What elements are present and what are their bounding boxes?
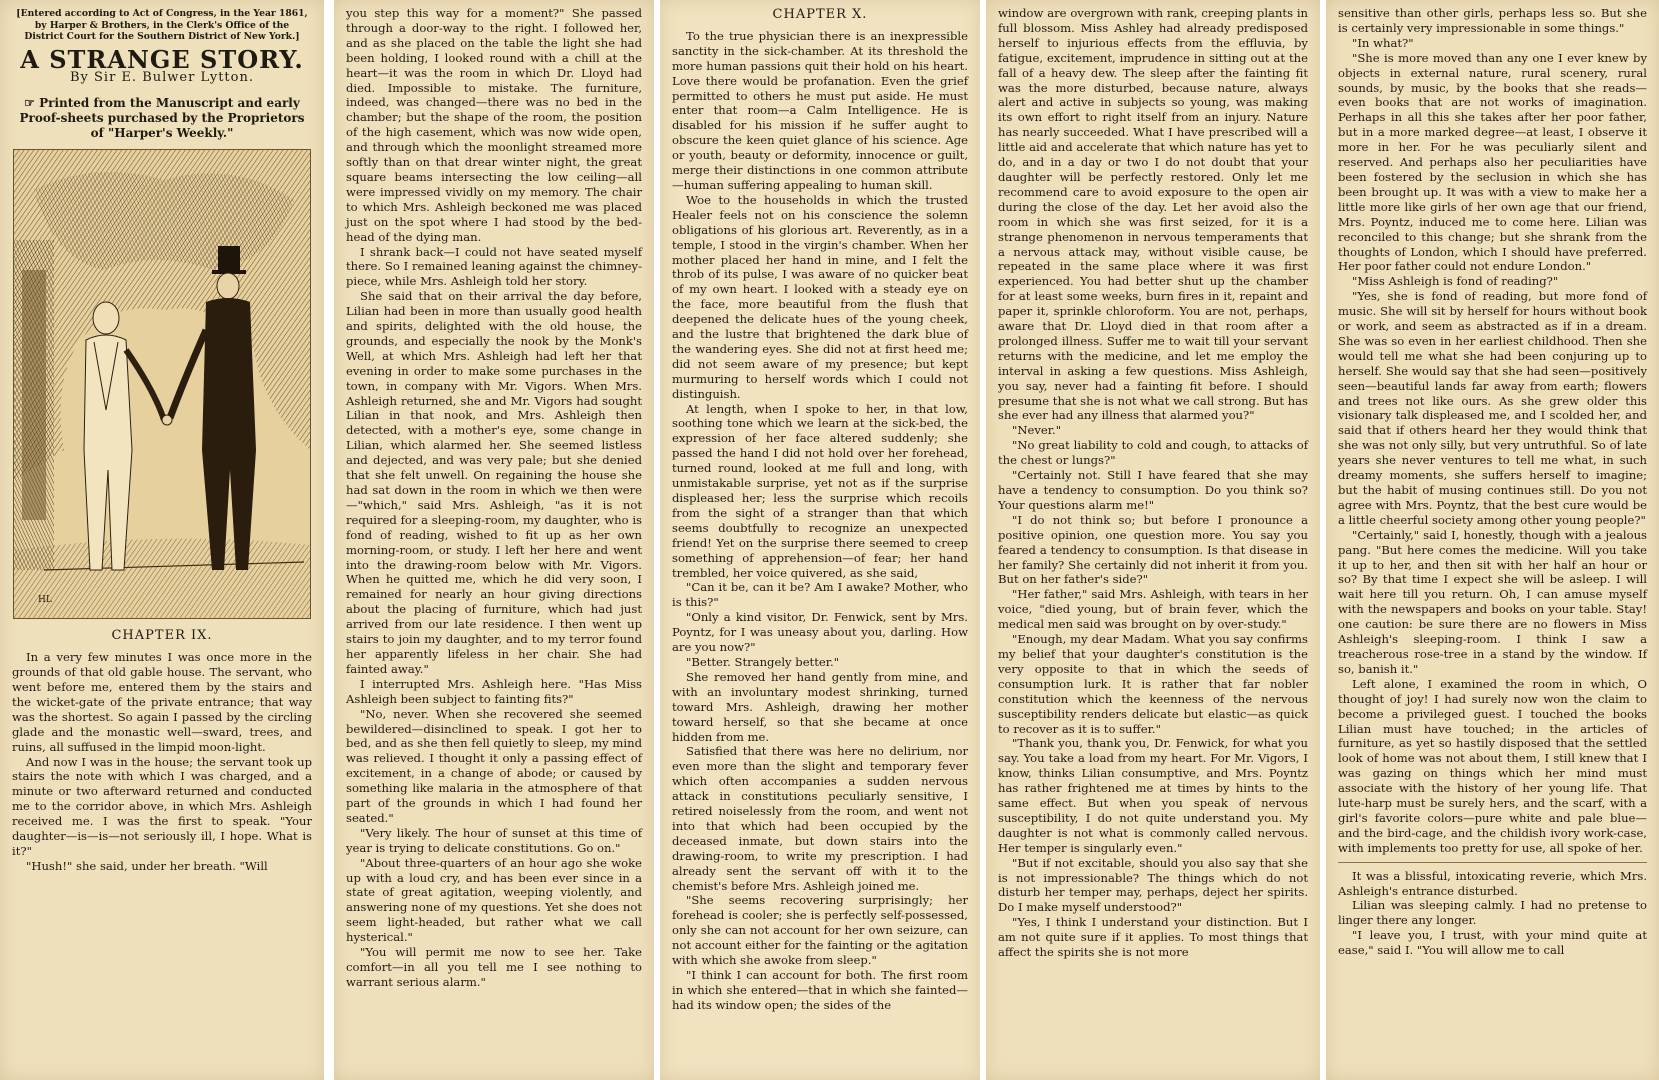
paragraph: She said that on their arrival the day before, Lilian had been in more than usually good health and spirits, delighted with the old house, the grounds, and especially the nook by the Monk's Well, at which Mrs. Ashleigh had left her that evening in order to make some purchases in the town, in company with Mr. Vigors. When Mrs. Ashleigh returned, she and Mr. Vigors had sought Lilian in that nook, and Mrs. Ashleigh then detected, with a mother's eye, some change in Lilian, which alarmed her. She seemed listless and dejected, and was very pale; but she denied that she felt unwell. On regaining the house she had sat down in the room in which we then were—"which," said Mrs. Ashleigh, "as it is not required for a sleeping-room, my daughter, who is fond of reading, wished to fit up as her own morning-room, or study. I left her here and went into the drawing-room below with Mr. Vigors. When he quitted me, which he did very soon, I remained for nearly an hour giving directions about the placing of furniture, which had just arrived from our late residence. I then went up stairs to join my daughter, and to my terror found her apparently lifeless in her chair. She had fainted away."	[346, 289, 642, 676]
paragraph: "But if not excitable, should you also say that she is not impressionable? The things which do not disturb her temper may, perhaps, deject her spirits. Do I make myself understood?"	[998, 855, 1308, 915]
paragraph: And now I was in the house; the servant took up stairs the note with which I was charged, and a minute or two afterward returned and conducted me to the corridor above, in which Mrs. Ashleigh received me. I was the first to speak. "Your daughter—is—is—not seriously ill, I hope. What is it?"	[12, 754, 312, 858]
paragraph: "No, never. When she recovered she seemed bewildered—disinclined to speak. I got her to bed, and as she then fell quietly to sleep, my mind was relieved. I thought it only a passing effect of excitement, in a change of abode; or caused by something like malaria in the atmosphere of that part of the grounds in which I had found her seated."	[346, 706, 642, 825]
paragraph: I shrank back—I could not have seated myself there. So I remained leaning against the chimney-piece, while Mrs. Ashleigh told her story.	[346, 244, 642, 289]
chapter-ix-heading: CHAPTER IX.	[111, 628, 213, 644]
section-divider	[1338, 862, 1647, 863]
column-1	[0, 0, 324, 1080]
paragraph: "She seems recovering surprisingly; her forehead is cooler; she is perfectly self-possessed, only she can not account for her own seizure, can not account either for the fainting or the agitation with which she awoke from sleep."	[672, 893, 968, 968]
paragraph: Woe to the households in which the trusted Healer feels not on his conscience the solemn obligations of his glorious art. Reverently, as in a temple, I stood in the virgin's chamber. When her mother placed her hand in mine, and I felt the throb of its pulse, I was aware of no quicker beat of my own heart. I looked with a steady eye on the face, more beautiful from the flush that deepened the delicate hues of the young cheek, and the lustre that brightened the dark blue of the wandering eyes. She did not at first heed me; did not seem aware of my presence; but kept murmuring to herself words which I could not distinguish.	[672, 192, 968, 401]
column-2	[334, 0, 654, 1080]
paragraph: Left alone, I examined the room in which, O thought of joy! I had surely now won the claim to become a privileged guest. I touched the books Lilian must have touched; in the articles of furniture, as yet so hastily disposed that the settled look of home was not about them, I still knew that I was gazing on things which her mind must associate with the history of her young life. That lute-harp must be surely hers, and the scarf, with a girl's favorite colors—pure white and pale blue—and the bird-cage, and the childish ivory work-case, with implements too pretty for use, all spoke of her.	[1338, 676, 1647, 855]
publication-note	[12, 96, 312, 141]
paragraph: "She is more moved than any one I ever knew by objects in external nature, rural scenery, rural sounds, by music, by the books that she reads—even books that are not works of imagination. Perhaps in all this she takes after her poor father, but in a more marked degree—at least, I observe it more in her. For he was peculiarly silent and reserved. And perhaps also her peculiarities have been fostered by the seclusion in which she has been brought up. It was with a view to make her a little more like girls of her own age that our friend, Mrs. Poyntz, induced me to come here. Lilian was reconciled to this change; but she shrank from the thoughts of London, which I should have preferred. Her poor father could not endure London."	[1338, 50, 1647, 274]
paragraph: "You will permit me now to see her. Take comfort—in all you tell me I see nothing to warrant serious alarm."	[346, 945, 642, 989]
paragraph: It was a blissful, intoxicating reverie, which Mrs. Ashleigh's entrance disturbed.	[1338, 868, 1647, 898]
paragraph: "In what?"	[1352, 35, 1414, 50]
paragraph: "Can it be, can it be? Am I awake? Mother, who is this?"	[672, 580, 968, 610]
paragraph: I interrupted Mrs. Ashleigh here. "Has Miss Ashleigh been subject to fainting fits?"	[346, 676, 642, 706]
engraving-illustration	[13, 149, 311, 619]
paragraph: "I leave you, I trust, with your mind quite at ease," said I. "You will allow me to call	[1338, 928, 1647, 958]
paragraph: "Yes, she is fond of reading, but more fond of music. She will sit by herself for hours without book or work, and seem as abstracted as if in a dream. She was so even in her earliest childhood. Then she would tell me what she had been conjuring up to herself. She would say that she had seen—positively seen—beautiful lands far away from earth; flowers and trees not like ours. As she grew older this visionary talk displeased me, and I scolded her, and said that if others heard her they would think that she was not only silly, but very untruthful. So of late years she never ventures to tell me what, in such dreamy moments, she suffers herself to imagine; but the habit of musing continues still. Do you not agree with Mrs. Poyntz, that the best cure would be a little cheerful society among other young people?"	[1338, 289, 1647, 527]
paragraph: "Better. Strangely better."	[686, 654, 840, 669]
copyright-notice: [Entered according to Act of Congress, in the Year 1861, by Harper & Brothers, in the Clerk's Office of the District Court for the Southern District of New York.]	[16, 8, 308, 42]
paragraph: "I do not think so; but before I pronounce a positive opinion, one question more. You say you feared a tendency to consumption. Is that disease in her family? She certainly did not inherit it from you. But on her father's side?"	[998, 512, 1308, 587]
chapter-x-heading: CHAPTER X.	[772, 7, 868, 22]
engraver-signature: HL	[38, 595, 52, 606]
column-5	[1326, 0, 1659, 1080]
paragraph: sensitive than other girls, perhaps less so. But she is certainly very impressionable in some things."	[1338, 6, 1647, 35]
byline: By Sir E. Bulwer Lytton.	[70, 70, 254, 86]
paragraph: "Yes, I think I understand your distinction. But I am not quite sure if it applies. To most things that affect the spirits she is not more	[998, 915, 1308, 960]
paragraph: "I think I can account for both. The first room in which she entered—that in which she fainted—had its window open; the sides of the	[672, 968, 968, 1012]
paragraph: "Certainly," said I, honestly, though with a jealous pang. "But here comes the medicine. Will you take it up to her, and then sit with her half an hour or so? By that time I expect she will be asleep. I will wait here till you return. Oh, I can amuse myself with the newspapers and books on your table. Stay! one caution: be sure there are no flowers in Miss Ashleigh's sleeping-room. I think I saw a treacherous rose-tree in a stand by the window. If so, banish it."	[1338, 527, 1647, 676]
paragraph: window are overgrown with rank, creeping plants in full blossom. Miss Ashley had already predisposed herself to injurious effects from the effluvia, by fatigue, excitement, imprudence in sitting out at the fall of a heavy dew. The sleep after the fainting fit was the more disturbed, because nature, always alert and active in subjects so young, was making its own effort to right itself from an injury. Nature has nearly succeeded. What I have prescribed will a little aid and accelerate that which nature has yet to do, and in a day or two I do not doubt that your daughter will be perfectly restored. Only let me recommend care to avoid exposure to the open air during the close of the day. Let her avoid also the room in which she was first seized, for it is a strange phenomenon in nervous temperaments that a nervous attack may, without visible cause, be repeated in the same place where it was first experienced. You had better shut up the chamber for at least some weeks, burn fires in it, repaint and paper it, sprinkle chloroform. You are not, perhaps, aware that Dr. Lloyd died in that room after a prolonged illness. Suffer me to wait till your servant returns with the medicine, and let me employ the interval in asking a few questions. Miss Ashleigh, you say, never had a fainting fit before. I should presume that she is not what we call strong. But has she ever had any illness that alarmed you?"	[998, 6, 1308, 423]
paragraph: "No great liability to cold and cough, to attacks of the chest or lungs?"	[998, 438, 1308, 468]
paragraph: you step this way for a moment?" She passed through a door-way to the right. I followed her, and as she placed on the table the light she had been holding, I looked round with a chill at the heart—it was the room in which Dr. Lloyd had died. Impossible to mistake. The furniture, indeed, was changed—there was no bed in the chamber; but the shape of the room, the position of the high casement, which was now wide open, and through which the moonlight streamed more softly than on that drear winter night, the great square beams intersecting the low ceiling—all were impressed vividly on my memory. The chair to which Mrs. Ashleigh beckoned me was placed just on the spot where I had stood by the bed-head of the dying man.	[346, 6, 642, 244]
paragraph: "Enough, my dear Madam. What you say confirms my belief that your daughter's constitution is the very opposite to that in which the seeds of consumption lurk. It is rather that far nobler constitution which the keenness of the nervous susceptibility renders delicate but elastic—as quick to recover as it is to suffer."	[998, 632, 1308, 736]
paragraph: In a very few minutes I was once more in the grounds of that old gable house. The servant, who went before me, entered them by the stairs and the wicket-gate of the private entrance; that way was the shortest. So again I passed by the circling glade and the monastic well—sward, trees, and ruins, all suffused in the limpid moon-light.	[12, 650, 312, 754]
paragraph: "Her father," said Mrs. Ashleigh, with tears in her voice, "died young, but of brain fever, which the medical men said was brought on by over-study."	[998, 587, 1308, 632]
paragraph: "About three-quarters of an hour ago she woke up with a loud cry, and has been ever since in a state of great agitation, weeping violently, and answering none of my questions. Yet she does not seem light-headed, but rather what we call hysterical."	[346, 855, 642, 945]
paragraph: Satisfied that there was here no delirium, nor even more than the slight and temporary fever which often accompanies a sudden nervous attack in constitutions peculiarly sensitive, I retired noiselessly from the room, and went not into that which had been occupied by the deceased inmate, but down stairs into the drawing-room, to write my prescription. I had already sent the servant off with it to the chemist's before Mrs. Ashleigh joined me.	[672, 744, 968, 893]
column-4	[986, 0, 1320, 1080]
publication-note-text: Printed from the Manuscript and early Proof-sheets purchased by the Proprietors of "Harper's Weekly."	[19, 96, 305, 141]
paragraph: Lilian was sleeping calmly. I had no pretense to linger there any longer.	[1338, 898, 1647, 928]
paragraph: To the true physician there is an inexpressible sanctity in the sick-chamber. At its threshold the more human passions quit their hold on his heart. Love there would be profanation. Even the grief permitted to others he must put aside. He must enter that room—a Calm Intelligence. He is disabled for his mission if he suffer aught to obscure the keen quiet glance of his science. Age or youth, beauty or deformity, innocence or guilt, merge their distinctions in one common attribute—human suffering appealing to human skill.	[672, 28, 968, 192]
paragraph: "Thank you, thank you, Dr. Fenwick, for what you say. You take a load from my heart. For Mr. Vigors, I know, thinks Lilian consumptive, and Mrs. Poyntz has rather frightened me at times by hints to the same effect. But when you speak of nervous susceptibility, I do not quite understand you. My daughter is not what is commonly called nervous. Her temper is singularly even."	[998, 736, 1308, 855]
paragraph: "Never."	[1012, 423, 1062, 438]
story-title: A STRANGE STORY.	[20, 44, 304, 74]
paragraph: "Miss Ashleigh is fond of reading?"	[1352, 274, 1559, 289]
paragraph: "Certainly not. Still I have feared that she may have a tendency to consumption. Do you think so? Your questions alarm me!"	[998, 468, 1308, 512]
paragraph: At length, when I spoke to her, in that low, soothing tone which we learn at the sick-bed, the expression of her face altered suddenly; she passed the hand I did not hold over her forehead, turned round, looked at me full and long, with unmistakable surprise, yet not as if the surprise displeased her; less the surprise which recoils from the sight of a stranger than that which seems doubtfully to recognize an unexpected friend! Yet on the surprise there seemed to creep something of apprehension—of fear; her hand trembled, her voice quivered, as she said,	[672, 401, 968, 580]
column-3	[660, 0, 980, 1080]
paragraph: "Only a kind visitor, Dr. Fenwick, sent by Mrs. Poyntz, for I was uneasy about you, darling. How are you now?"	[672, 610, 968, 655]
pointing-hand-icon: ☞	[24, 96, 40, 111]
paragraph: "Very likely. The hour of sunset at this time of year is trying to delicate constitutions. Go on."	[346, 825, 642, 855]
paragraph: "Hush!" she said, under her breath. "Will	[26, 858, 268, 873]
paragraph: She removed her hand gently from mine, and with an involuntary modest shrinking, turned toward Mrs. Ashleigh, drawing her mother toward herself, so that she became at once hidden from me.	[672, 669, 968, 744]
